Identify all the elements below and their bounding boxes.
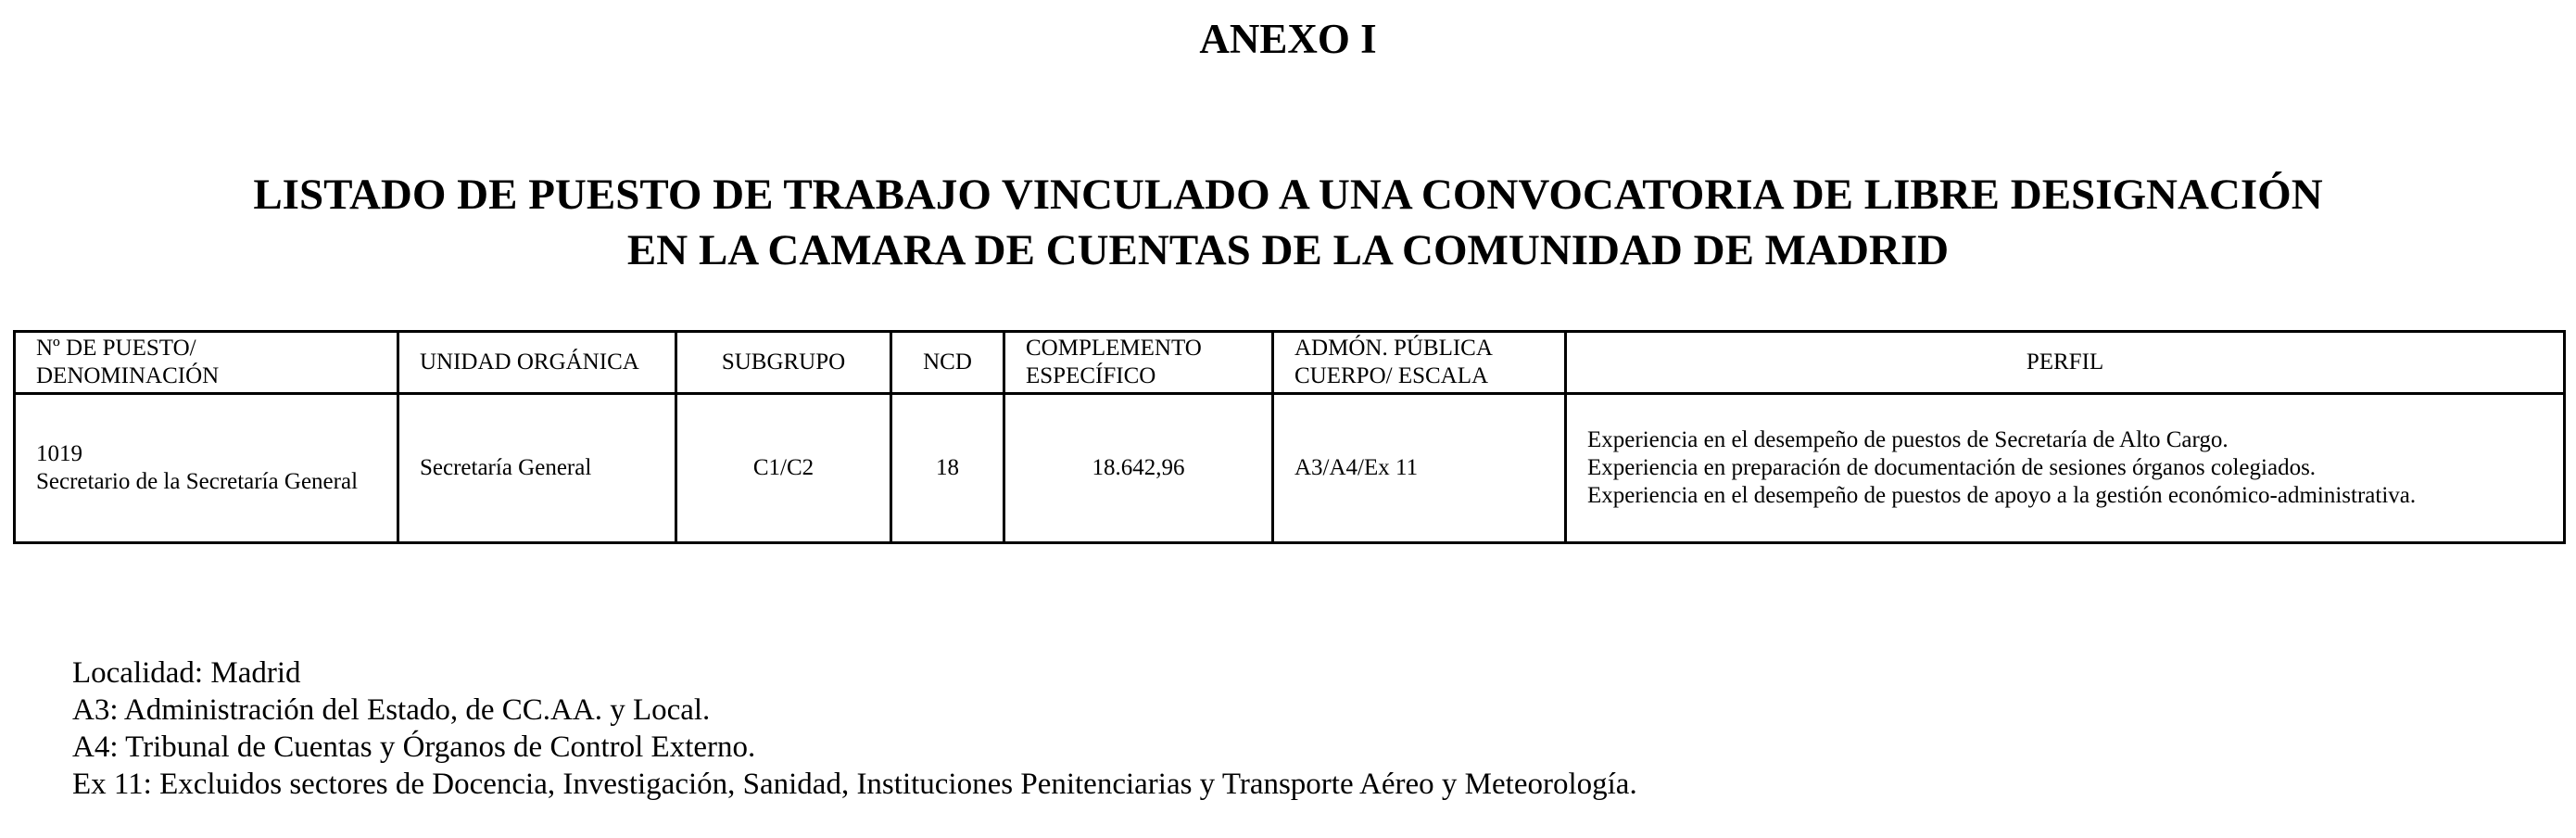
perfil-line: Experiencia en el desempeño de puestos de Secretaría de Alto Cargo.: [1587, 427, 2229, 452]
perfil-line: Experiencia en preparación de documentación de sesiones órganos colegiados.: [1587, 455, 2317, 480]
footnote-localidad: Localidad: Madrid: [72, 656, 301, 690]
footnote-a3: A3: Administración del Estado, de CC.AA. y Local.: [72, 693, 711, 727]
puesto-numero: 1019: [36, 441, 82, 466]
cell-unidad: Secretaría General: [398, 394, 676, 543]
cell-ncd: 18: [891, 394, 1004, 543]
header-admon: ADMÓN. PÚBLICA CUERPO/ ESCALA: [1273, 332, 1566, 394]
header-unidad: UNIDAD ORGÁNICA: [398, 332, 676, 394]
header-puesto: Nº DE PUESTO/ DENOMINACIÓN: [15, 332, 398, 394]
header-subgrupo: SUBGRUPO: [676, 332, 891, 394]
header-perfil: PERFIL: [1566, 332, 2565, 394]
footnote-ex11: Ex 11: Excluidos sectores de Docencia, Investigación, Sanidad, Instituciones Penitenciarias y Transporte Aéreo y Meteorología.: [72, 768, 1637, 801]
table-row: [15, 394, 2565, 543]
cell-complemento: 18.642,96: [1004, 394, 1273, 543]
annex-title: ANEXO I: [1199, 16, 1377, 62]
cell-perfil: [1566, 394, 2565, 543]
posts-table: [13, 330, 2566, 544]
perfil-line: Experiencia en el desempeño de puestos de apoyo a la gestión económico-administrativa.: [1587, 483, 2417, 508]
footnotes: [72, 654, 1637, 803]
cell-subgrupo: C1/C2: [676, 394, 891, 543]
cell-puesto: [15, 394, 398, 543]
cell-admon: A3/A4/Ex 11: [1273, 394, 1566, 543]
table-header-row: [15, 332, 2565, 394]
header-complemento: COMPLEMENTO ESPECÍFICO: [1004, 332, 1273, 394]
page-title: [0, 167, 2576, 278]
puesto-denominacion: Secretario de la Secretaría General: [36, 469, 359, 494]
page-title-line-2: EN LA CAMARA DE CUENTAS DE LA COMUNIDAD DE MADRID: [626, 226, 1950, 274]
footnote-a4: A4: Tribunal de Cuentas y Órganos de Control Externo.: [72, 730, 756, 764]
header-ncd: NCD: [891, 332, 1004, 394]
page-title-line-1: LISTADO DE PUESTO DE TRABAJO VINCULADO A UNA CONVOCATORIA DE LIBRE DESIGNACIÓN: [253, 171, 2323, 219]
